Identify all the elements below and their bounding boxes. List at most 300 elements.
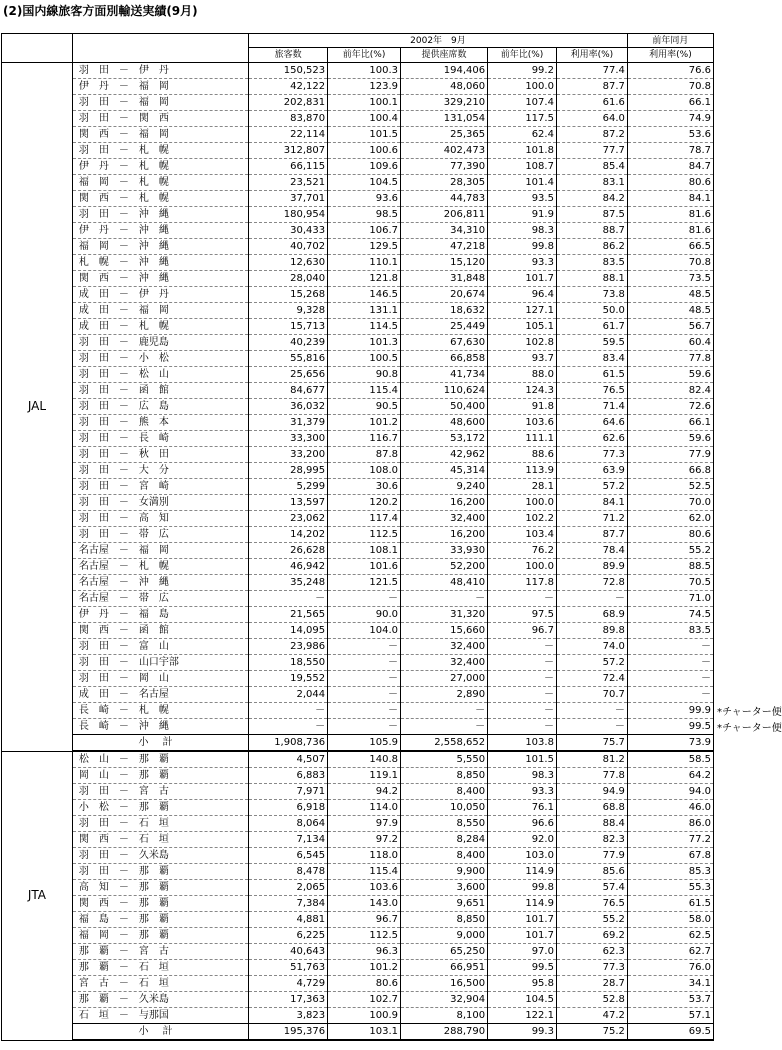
prev-load-factor-cell: 59.6 — [627, 431, 713, 447]
seats-yoy-cell: 99.2 — [488, 63, 557, 79]
seats-cell: 31,320 — [401, 607, 488, 623]
table-row — [2, 623, 714, 639]
prev-load-factor-cell: 66.5 — [627, 239, 713, 255]
passengers-cell: 30,433 — [249, 223, 328, 239]
header-prev-load-factor: 利用率(%) — [627, 48, 713, 63]
seats-cell: 32,400 — [401, 639, 488, 655]
table-row — [2, 383, 714, 399]
seats-yoy-cell: － — [488, 687, 557, 703]
load-factor-cell: 78.4 — [556, 543, 627, 559]
seats-yoy-cell: 100.0 — [488, 495, 557, 511]
prev-load-factor-cell: 62.0 — [627, 511, 713, 527]
passengers-yoy-cell: 100.9 — [328, 1008, 401, 1024]
header-period: 2002年 9月 — [249, 34, 628, 48]
seats-cell: 53,172 — [401, 431, 488, 447]
route-cell: 羽 田 － 帯 広 — [72, 527, 248, 543]
seats-yoy-cell: 98.3 — [488, 223, 557, 239]
route-cell: 羽 田 － 関 西 — [72, 111, 248, 127]
seats-cell: 34,310 — [401, 223, 488, 239]
route-cell: 伊 丹 － 福 島 — [72, 607, 248, 623]
passengers-yoy-cell: 102.7 — [328, 992, 401, 1008]
passengers-yoy-cell: 97.9 — [328, 816, 401, 832]
table-row — [2, 191, 714, 207]
seats-yoy-cell: 99.8 — [488, 880, 557, 896]
seats-cell: 52,200 — [401, 559, 488, 575]
passengers-cell: 42,122 — [249, 79, 328, 95]
seats-cell: － — [401, 703, 488, 719]
route-cell: 札 幌 － 沖 縄 — [72, 255, 248, 271]
load-factor-cell: 57.2 — [556, 479, 627, 495]
table-row — [2, 639, 714, 655]
table-row — [2, 655, 714, 671]
seats-yoy-cell: 113.9 — [488, 463, 557, 479]
passengers-yoy-cell: 101.2 — [328, 415, 401, 431]
table-row — [2, 95, 714, 111]
seats-yoy-cell: 101.8 — [488, 143, 557, 159]
load-factor-cell: 82.3 — [556, 832, 627, 848]
passengers-yoy-cell: 87.8 — [328, 447, 401, 463]
route-cell: 福 島 － 那 覇 — [72, 912, 248, 928]
passengers-yoy-cell: 90.5 — [328, 399, 401, 415]
passengers-yoy-cell: 114.5 — [328, 319, 401, 335]
prev-load-factor-cell: 58.5 — [627, 751, 713, 768]
load-factor-cell: 86.2 — [556, 239, 627, 255]
passengers-yoy-cell: 146.5 — [328, 287, 401, 303]
passengers-yoy-cell: 140.8 — [328, 751, 401, 768]
table-row — [2, 848, 714, 864]
seats-yoy-cell: 108.7 — [488, 159, 557, 175]
load-factor-cell: 85.4 — [556, 159, 627, 175]
passengers-cell: 55,816 — [249, 351, 328, 367]
header-passengers: 旅客数 — [249, 48, 328, 63]
prev-load-factor-cell: 46.0 — [627, 800, 713, 816]
prev-load-factor-cell: 71.0 — [627, 591, 713, 607]
table-row — [2, 175, 714, 191]
passengers-yoy-cell: 104.0 — [328, 623, 401, 639]
table-row — [2, 335, 714, 351]
route-cell: 羽 田 － 高 知 — [72, 511, 248, 527]
seats-cell: － — [401, 591, 488, 607]
subtotal-passengers-yoy-cell: 103.1 — [328, 1024, 401, 1041]
passengers-yoy-cell: 115.4 — [328, 383, 401, 399]
passengers-yoy-cell: 101.5 — [328, 127, 401, 143]
seats-cell: 5,550 — [401, 751, 488, 768]
prev-load-factor-cell: 84.1 — [627, 191, 713, 207]
seats-yoy-cell: 93.7 — [488, 351, 557, 367]
passengers-yoy-cell: 93.6 — [328, 191, 401, 207]
table-row — [2, 143, 714, 159]
prev-load-factor-cell: 60.4 — [627, 335, 713, 351]
prev-load-factor-cell: 74.5 — [627, 607, 713, 623]
seats-cell: 32,400 — [401, 511, 488, 527]
prev-load-factor-cell: 57.1 — [627, 1008, 713, 1024]
route-cell: 羽 田 － 鹿児島 — [72, 335, 248, 351]
seats-cell: 33,930 — [401, 543, 488, 559]
load-factor-cell: 71.2 — [556, 511, 627, 527]
passengers-yoy-cell: 109.6 — [328, 159, 401, 175]
seats-cell: 8,850 — [401, 768, 488, 784]
route-cell: 宮 古 － 石 垣 — [72, 976, 248, 992]
table-row — [2, 671, 714, 687]
passengers-cell: 7,971 — [249, 784, 328, 800]
seats-cell: 32,904 — [401, 992, 488, 1008]
seats-cell: 65,250 — [401, 944, 488, 960]
route-cell: 長 崎 － 札 幌 — [72, 703, 248, 719]
prev-load-factor-cell: 66.1 — [627, 95, 713, 111]
passengers-cell: 150,523 — [249, 63, 328, 79]
prev-load-factor-cell: 99.9 — [627, 703, 713, 719]
seats-yoy-cell: 62.4 — [488, 127, 557, 143]
seats-yoy-cell: 103.6 — [488, 415, 557, 431]
load-factor-cell: 89.9 — [556, 559, 627, 575]
table-row — [2, 111, 714, 127]
passengers-cell: 13,597 — [249, 495, 328, 511]
subtotal-seats-yoy-cell: 99.3 — [488, 1024, 557, 1041]
seats-cell: 16,200 — [401, 495, 488, 511]
header-seats-yoy: 前年比(%) — [488, 48, 557, 63]
route-cell: 羽 田 － 女満別 — [72, 495, 248, 511]
seats-cell: 18,632 — [401, 303, 488, 319]
table-row — [2, 607, 714, 623]
prev-load-factor-cell: 70.8 — [627, 255, 713, 271]
seats-cell: 8,550 — [401, 816, 488, 832]
passengers-cell: 33,200 — [249, 447, 328, 463]
seats-yoy-cell: 101.7 — [488, 928, 557, 944]
table-row — [2, 992, 714, 1008]
passengers-yoy-cell: 100.6 — [328, 143, 401, 159]
passengers-yoy-cell: 110.1 — [328, 255, 401, 271]
passengers-yoy-cell: 98.5 — [328, 207, 401, 223]
load-factor-cell: 77.7 — [556, 143, 627, 159]
route-cell: 羽 田 － 秋 田 — [72, 447, 248, 463]
load-factor-cell: 87.5 — [556, 207, 627, 223]
seats-yoy-cell: 101.7 — [488, 912, 557, 928]
passengers-cell: 14,095 — [249, 623, 328, 639]
seats-yoy-cell: 100.0 — [488, 559, 557, 575]
route-cell: 伊 丹 － 沖 縄 — [72, 223, 248, 239]
load-factor-cell: 70.7 — [556, 687, 627, 703]
load-factor-cell: － — [556, 719, 627, 735]
prev-load-factor-cell: － — [627, 655, 713, 671]
load-factor-cell: 85.6 — [556, 864, 627, 880]
table-row — [2, 479, 714, 495]
load-factor-cell: 61.5 — [556, 367, 627, 383]
header-seats: 提供座席数 — [401, 48, 488, 63]
route-cell: 羽 田 － 福 岡 — [72, 95, 248, 111]
table-row — [2, 928, 714, 944]
load-factor-cell: 89.8 — [556, 623, 627, 639]
table-row — [2, 511, 714, 527]
seats-yoy-cell: 97.0 — [488, 944, 557, 960]
load-factor-cell: 87.2 — [556, 127, 627, 143]
seats-yoy-cell: 93.3 — [488, 784, 557, 800]
passengers-yoy-cell: 121.5 — [328, 575, 401, 591]
passengers-yoy-cell: － — [328, 639, 401, 655]
passengers-cell: 23,062 — [249, 511, 328, 527]
passengers-yoy-cell: 90.0 — [328, 607, 401, 623]
passengers-yoy-cell: － — [328, 591, 401, 607]
seats-yoy-cell: － — [488, 703, 557, 719]
passengers-cell: 14,202 — [249, 527, 328, 543]
prev-load-factor-cell: 53.6 — [627, 127, 713, 143]
route-cell: 羽 田 － 小 松 — [72, 351, 248, 367]
table-row — [2, 63, 714, 79]
passengers-yoy-cell: 96.7 — [328, 912, 401, 928]
seats-yoy-cell: 114.9 — [488, 864, 557, 880]
prev-load-factor-cell: 76.0 — [627, 960, 713, 976]
prev-load-factor-cell: 62.7 — [627, 944, 713, 960]
prev-load-factor-cell: 76.6 — [627, 63, 713, 79]
table-row — [2, 880, 714, 896]
route-cell: 福 岡 － 札 幌 — [72, 175, 248, 191]
seats-yoy-cell: 101.5 — [488, 751, 557, 768]
seats-yoy-cell: 117.8 — [488, 575, 557, 591]
seats-yoy-cell: － — [488, 719, 557, 735]
seats-cell: 41,734 — [401, 367, 488, 383]
table-row — [2, 303, 714, 319]
passengers-cell: 40,702 — [249, 239, 328, 255]
route-cell: 羽 田 － 伊 丹 — [72, 63, 248, 79]
passengers-yoy-cell: 131.1 — [328, 303, 401, 319]
airline-label: JAL — [2, 63, 73, 752]
seats-cell: 77,390 — [401, 159, 488, 175]
prev-load-factor-cell: 66.1 — [627, 415, 713, 431]
seats-yoy-cell: 88.6 — [488, 447, 557, 463]
table-row — [2, 447, 714, 463]
route-cell: 羽 田 － 富 山 — [72, 639, 248, 655]
seats-cell: 50,400 — [401, 399, 488, 415]
load-factor-cell: 84.1 — [556, 495, 627, 511]
table-row — [2, 223, 714, 239]
route-cell: 関 西 － 函 館 — [72, 623, 248, 639]
seats-cell: 9,651 — [401, 896, 488, 912]
route-cell: 関 西 － 福 岡 — [72, 127, 248, 143]
passengers-cell: 28,040 — [249, 271, 328, 287]
load-factor-cell: 83.4 — [556, 351, 627, 367]
load-factor-cell: 68.9 — [556, 607, 627, 623]
table-row — [2, 1008, 714, 1024]
table-row — [2, 527, 714, 543]
load-factor-cell: 72.4 — [556, 671, 627, 687]
passengers-cell: 35,248 — [249, 575, 328, 591]
seats-cell: 110,624 — [401, 383, 488, 399]
subtotal-prev-load-factor-cell: 69.5 — [627, 1024, 713, 1041]
prev-load-factor-cell: 81.6 — [627, 223, 713, 239]
passengers-cell: 4,729 — [249, 976, 328, 992]
route-cell: 羽 田 － 札 幌 — [72, 143, 248, 159]
prev-load-factor-cell: 53.7 — [627, 992, 713, 1008]
seats-cell: 47,218 — [401, 239, 488, 255]
passengers-cell: 83,870 — [249, 111, 328, 127]
passengers-cell: 4,881 — [249, 912, 328, 928]
prev-load-factor-cell: 66.8 — [627, 463, 713, 479]
table-row — [2, 367, 714, 383]
seats-yoy-cell: 117.5 — [488, 111, 557, 127]
table-row — [2, 912, 714, 928]
load-factor-cell: 87.7 — [556, 527, 627, 543]
route-cell: 名古屋 － 沖 縄 — [72, 575, 248, 591]
route-cell: 関 西 － 石 垣 — [72, 832, 248, 848]
passengers-yoy-cell: 104.5 — [328, 175, 401, 191]
seats-yoy-cell: 99.8 — [488, 239, 557, 255]
seats-cell: 3,600 — [401, 880, 488, 896]
passengers-cell: 46,942 — [249, 559, 328, 575]
table-row — [2, 399, 714, 415]
header-passengers-yoy: 前年比(%) — [328, 48, 401, 63]
table-row — [2, 575, 714, 591]
prev-load-factor-cell: 52.5 — [627, 479, 713, 495]
passengers-yoy-cell: 100.3 — [328, 63, 401, 79]
seats-yoy-cell: 96.4 — [488, 287, 557, 303]
passengers-cell: － — [249, 591, 328, 607]
prev-load-factor-cell: 48.5 — [627, 303, 713, 319]
route-cell: 羽 田 － 大 分 — [72, 463, 248, 479]
prev-load-factor-cell: － — [627, 639, 713, 655]
seats-cell: 131,054 — [401, 111, 488, 127]
seats-cell: 32,400 — [401, 655, 488, 671]
table-row — [2, 703, 714, 719]
table-row — [2, 591, 714, 607]
seats-yoy-cell: － — [488, 655, 557, 671]
prev-load-factor-cell: 78.7 — [627, 143, 713, 159]
prev-load-factor-cell: 94.0 — [627, 784, 713, 800]
route-cell: 伊 丹 － 札 幌 — [72, 159, 248, 175]
passengers-yoy-cell: 30.6 — [328, 479, 401, 495]
seats-yoy-cell: 28.1 — [488, 479, 557, 495]
table-row — [2, 800, 714, 816]
header-prev-year: 前年同月 — [627, 34, 713, 48]
seats-yoy-cell: 93.5 — [488, 191, 557, 207]
passengers-yoy-cell: 114.0 — [328, 800, 401, 816]
load-factor-cell: 77.3 — [556, 960, 627, 976]
passengers-yoy-cell: 115.4 — [328, 864, 401, 880]
route-cell: 小 松 － 那 覇 — [72, 800, 248, 816]
prev-load-factor-cell: 80.6 — [627, 175, 713, 191]
route-cell: 伊 丹 － 福 岡 — [72, 79, 248, 95]
passengers-cell: 12,630 — [249, 255, 328, 271]
route-cell: 石 垣 － 与那国 — [72, 1008, 248, 1024]
seats-yoy-cell: 100.0 — [488, 79, 557, 95]
subtotal-label: 小計 — [72, 735, 248, 752]
seats-yoy-cell: 76.1 — [488, 800, 557, 816]
passengers-cell: 180,954 — [249, 207, 328, 223]
passengers-yoy-cell: 120.2 — [328, 495, 401, 511]
subtotal-row — [2, 1024, 714, 1041]
charter-note: *チャーター便 — [717, 723, 782, 734]
prev-load-factor-cell: 56.7 — [627, 319, 713, 335]
prev-load-factor-cell: － — [627, 671, 713, 687]
load-factor-cell: 55.2 — [556, 912, 627, 928]
seats-yoy-cell: 91.9 — [488, 207, 557, 223]
subtotal-load-factor-cell: 75.2 — [556, 1024, 627, 1041]
prev-load-factor-cell: 70.8 — [627, 79, 713, 95]
route-cell: 長 崎 － 沖 縄 — [72, 719, 248, 735]
seats-cell: 15,660 — [401, 623, 488, 639]
load-factor-cell: 47.2 — [556, 1008, 627, 1024]
load-factor-cell: 83.1 — [556, 175, 627, 191]
seats-cell: 8,400 — [401, 784, 488, 800]
route-cell: 羽 田 － 久米島 — [72, 848, 248, 864]
seats-cell: 8,284 — [401, 832, 488, 848]
passengers-cell: 40,643 — [249, 944, 328, 960]
passengers-cell: 36,032 — [249, 399, 328, 415]
table-row — [2, 239, 714, 255]
table-row — [2, 431, 714, 447]
passengers-yoy-cell: － — [328, 655, 401, 671]
prev-load-factor-cell: 61.5 — [627, 896, 713, 912]
subtotal-row — [2, 735, 714, 752]
header-row-period — [2, 34, 714, 48]
load-factor-cell: 77.8 — [556, 768, 627, 784]
airline-label: JTA — [2, 751, 73, 1040]
seats-cell: 16,500 — [401, 976, 488, 992]
prev-load-factor-cell: 55.2 — [627, 543, 713, 559]
load-factor-cell: 62.3 — [556, 944, 627, 960]
seats-cell: 67,630 — [401, 335, 488, 351]
seats-yoy-cell: 124.3 — [488, 383, 557, 399]
passengers-cell: 202,831 — [249, 95, 328, 111]
route-cell: 関 西 － 沖 縄 — [72, 271, 248, 287]
route-cell: 関 西 － 那 覇 — [72, 896, 248, 912]
subtotal-seats-yoy-cell: 103.8 — [488, 735, 557, 752]
seats-cell: 9,900 — [401, 864, 488, 880]
passengers-cell: 51,763 — [249, 960, 328, 976]
seats-yoy-cell: 127.1 — [488, 303, 557, 319]
seats-yoy-cell: － — [488, 639, 557, 655]
route-cell: 羽 田 － 那 覇 — [72, 864, 248, 880]
load-factor-cell: 59.5 — [556, 335, 627, 351]
load-factor-cell: 69.2 — [556, 928, 627, 944]
load-factor-cell: 88.4 — [556, 816, 627, 832]
subtotal-label: 小計 — [72, 1024, 248, 1041]
seats-cell: 8,850 — [401, 912, 488, 928]
passengers-cell: 15,713 — [249, 319, 328, 335]
seats-yoy-cell: 101.7 — [488, 271, 557, 287]
passengers-yoy-cell: 94.2 — [328, 784, 401, 800]
load-factor-cell: － — [556, 703, 627, 719]
seats-cell: 16,200 — [401, 527, 488, 543]
passengers-yoy-cell: 100.5 — [328, 351, 401, 367]
table-row — [2, 415, 714, 431]
load-factor-cell: 57.4 — [556, 880, 627, 896]
table-row — [2, 944, 714, 960]
seats-yoy-cell: 97.5 — [488, 607, 557, 623]
table-row — [2, 719, 714, 735]
prev-load-factor-cell: 62.5 — [627, 928, 713, 944]
passengers-yoy-cell: － — [328, 703, 401, 719]
prev-load-factor-cell: 99.5 — [627, 719, 713, 735]
load-factor-cell: 72.8 — [556, 575, 627, 591]
passengers-cell: 2,044 — [249, 687, 328, 703]
seats-cell: 66,951 — [401, 960, 488, 976]
seats-cell: 48,600 — [401, 415, 488, 431]
passengers-yoy-cell: 117.4 — [328, 511, 401, 527]
route-cell: 羽 田 － 広 島 — [72, 399, 248, 415]
table-row — [2, 960, 714, 976]
passengers-cell: 7,134 — [249, 832, 328, 848]
passengers-cell: 17,363 — [249, 992, 328, 1008]
seats-cell: 8,400 — [401, 848, 488, 864]
passengers-cell: 8,478 — [249, 864, 328, 880]
passengers-yoy-cell: 103.6 — [328, 880, 401, 896]
passengers-cell: 3,823 — [249, 1008, 328, 1024]
prev-load-factor-cell: 58.0 — [627, 912, 713, 928]
load-factor-cell: 83.5 — [556, 255, 627, 271]
passengers-yoy-cell: 100.4 — [328, 111, 401, 127]
subtotal-passengers-cell: 195,376 — [249, 1024, 328, 1041]
document-title: (2)国内線旅客方面別輸送実績(9月) — [3, 4, 198, 18]
passengers-yoy-cell: 118.0 — [328, 848, 401, 864]
